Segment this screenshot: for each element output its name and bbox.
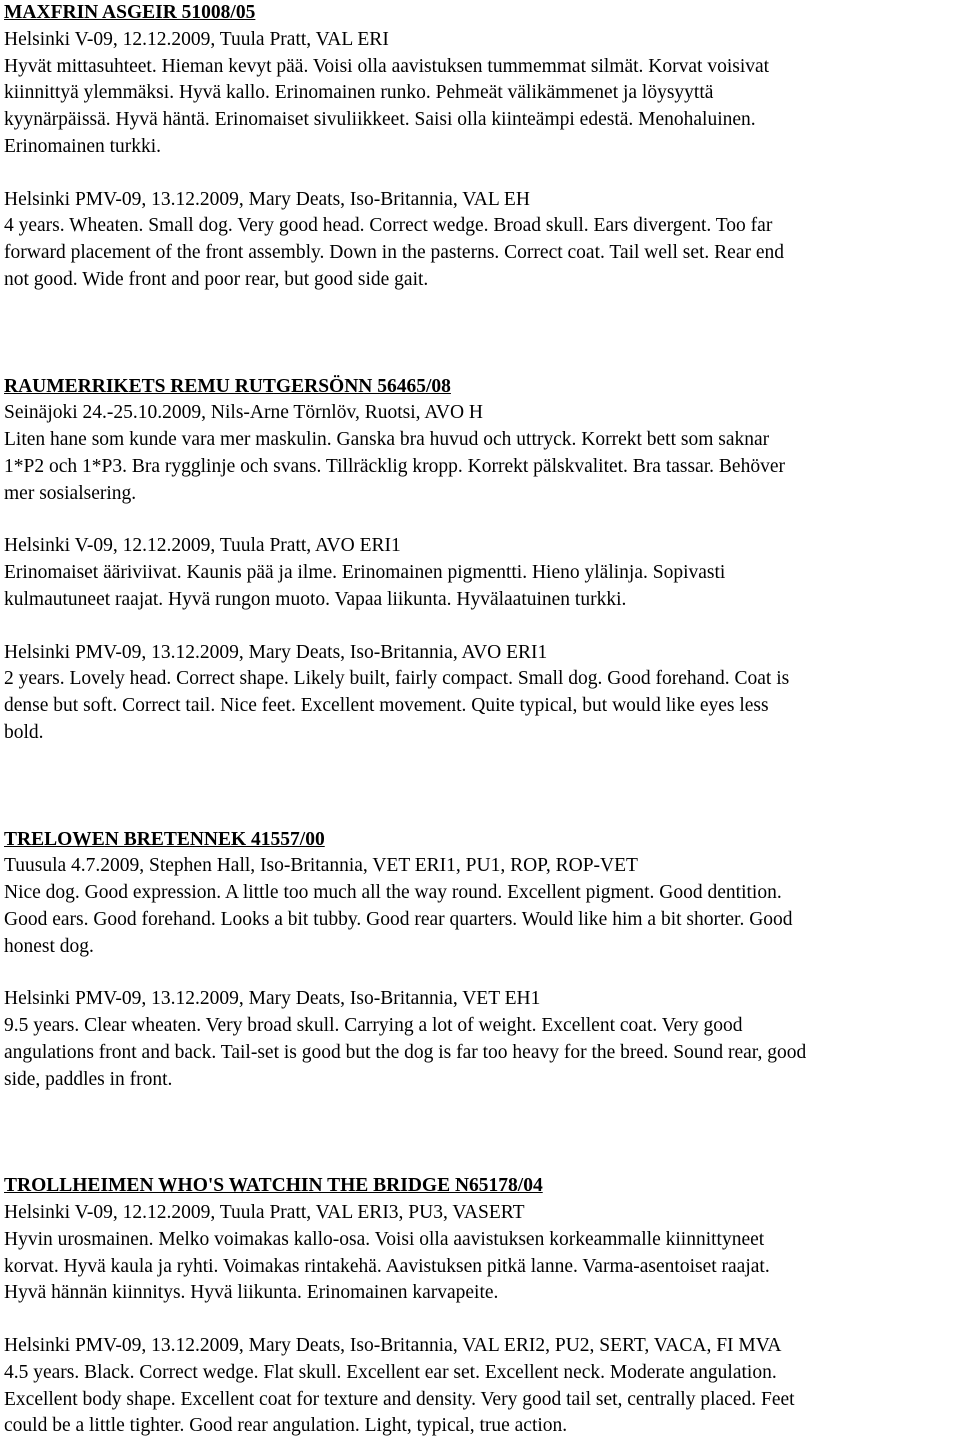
critique-line: Erinomaiset ääriviivat. Kaunis pää ja ilme. Erinomainen pigmentti. Hieno ylälinja. Sopivasti <box>4 562 726 583</box>
show-info: Helsinki V-09, 12.12.2009, Tuula Pratt, VAL ERI <box>4 28 389 50</box>
spacer <box>4 614 958 640</box>
critique-line: bold. <box>4 721 44 743</box>
critique <box>4 986 958 1093</box>
spacer <box>4 960 958 986</box>
critique-line: kyynärpäissä. Hyvä häntä. Erinomaiset sivuliikkeet. Saisi olla kiinteämpi edestä. Menohaluinen. <box>4 109 756 130</box>
spacer <box>4 1093 958 1173</box>
show-info: Helsinki PMV-09, 13.12.2009, Mary Deats, Iso-Britannia, VAL EH <box>4 188 530 210</box>
critique <box>4 1200 958 1307</box>
dog-entry <box>4 827 958 1094</box>
critique-line: Liten hane som kunde vara mer maskulin. Ganska bra huvud och uttryck. Korrekt bett som saknar <box>4 429 770 450</box>
critique-line: dense but soft. Correct tail. Nice feet. Excellent movement. Quite typical, but would like eyes less <box>4 695 769 716</box>
critique-line: kulmautuneet raajat. Hyvä rungon muoto. Vapaa liikunta. Hyvälaatuinen turkki. <box>4 588 627 610</box>
critique <box>4 640 958 747</box>
critique-line: 2 years. Lovely head. Correct shape. Likely built, fairly compact. Small dog. Good forehand. Coat is <box>4 668 790 690</box>
critique <box>4 400 958 507</box>
critique <box>4 533 958 613</box>
critique-line: 9.5 years. Clear wheaten. Very broad skull. Carrying a lot of weight. Excellent coat. Very good <box>4 1015 743 1036</box>
critique <box>4 187 958 294</box>
show-info: Helsinki PMV-09, 13.12.2009, Mary Deats, Iso-Britannia, VET EH1 <box>4 988 541 1010</box>
spacer <box>4 1307 958 1333</box>
critique <box>4 27 958 161</box>
dog-title: TROLLHEIMEN WHO'S WATCHIN THE BRIDGE N65178/04 <box>4 1175 543 1197</box>
critique-line: not good. Wide front and poor rear, but good side gait. <box>4 268 429 290</box>
critique-line: 4.5 years. Black. Correct wedge. Flat skull. Excellent ear set. Excellent neck. Moderate angulation. <box>4 1361 777 1383</box>
dog-title: RAUMERRIKETS REMU RUTGERSÖNN 56465/08 <box>4 375 451 397</box>
critique-line: Excellent body shape. Excellent coat for texture and density. Very good tail set, centrally placed. Feet <box>4 1388 795 1410</box>
spacer <box>4 161 958 187</box>
critique-line: korvat. Hyvä kaula ja ryhti. Voimakas rintakehä. Aavistuksen pitkä lanne. Varma-asentoiset raajat. <box>4 1255 770 1277</box>
critique <box>4 1333 958 1440</box>
dog-title: MAXFRIN ASGEIR 51008/05 <box>4 2 256 23</box>
dog-entry <box>4 374 958 747</box>
critique-line: side, paddles in front. <box>4 1068 173 1090</box>
show-info: Seinäjoki 24.-25.10.2009, Nils-Arne Törnlöv, Ruotsi, AVO H <box>4 402 484 424</box>
critique-line: mer sosialsering. <box>4 482 137 504</box>
critique-line: forward placement of the front assembly. Down in the pasterns. Correct coat. Tail well set. Rear end <box>4 242 785 263</box>
critique-line: Hyvä hännän kiinnitys. Hyvä liikunta. Erinomainen karvapeite. <box>4 1282 499 1304</box>
spacer <box>4 507 958 533</box>
spacer <box>4 747 958 827</box>
dog-entry <box>4 1173 958 1440</box>
critique-line: Erinomainen turkki. <box>4 135 162 157</box>
critique-line: angulations front and back. Tail-set is good but the dog is far too heavy for the breed. Sound rear, good <box>4 1041 807 1063</box>
critique-line: Good ears. Good forehand. Looks a bit tubby. Good rear quarters. Would like him a bit shorter. Good <box>4 908 793 930</box>
show-info: Helsinki V-09, 12.12.2009, Tuula Pratt, AVO ERI1 <box>4 535 401 557</box>
critique-line: Nice dog. Good expression. A little too much all the way round. Excellent pigment. Good dentition. <box>4 882 782 903</box>
dog-entry <box>4 0 958 294</box>
show-info: Helsinki PMV-09, 13.12.2009, Mary Deats, Iso-Britannia, AVO ERI1 <box>4 641 548 663</box>
show-info: Helsinki V-09, 12.12.2009, Tuula Pratt, VAL ERI3, PU3, VASERT <box>4 1202 525 1223</box>
critique-line: 1*P2 och 1*P3. Bra rygglinje och svans. Tillräcklig kropp. Korrekt pälskvalitet. Bra tassar. Behöver <box>4 455 785 477</box>
critique-line: Hyvät mittasuhteet. Hieman kevyt pää. Voisi olla aavistuksen tummemmat silmät. Korvat voisivat <box>4 55 770 77</box>
document-page <box>4 0 958 1440</box>
show-info: Tuusula 4.7.2009, Stephen Hall, Iso-Britannia, VET ERI1, PU1, ROP, ROP-VET <box>4 855 638 877</box>
spacer <box>4 294 958 374</box>
critique-line: honest dog. <box>4 935 94 957</box>
critique-line: kiinnittyä ylemmäksi. Hyvä kallo. Erinomainen runko. Pehmeät välikämmenet ja löysyyttä <box>4 82 714 104</box>
critique-line: Hyvin urosmainen. Melko voimakas kallo-osa. Voisi olla aavistuksen korkeammalle kiinnittyneet <box>4 1228 765 1250</box>
critique-line: 4 years. Wheaten. Small dog. Very good head. Correct wedge. Broad skull. Ears divergent. Too far <box>4 215 773 237</box>
dog-title: TRELOWEN BRETENNEK 41557/00 <box>4 828 325 850</box>
critique-line: could be a little tighter. Good rear angulation. Light, typical, true action. <box>4 1415 568 1437</box>
show-info: Helsinki PMV-09, 13.12.2009, Mary Deats, Iso-Britannia, VAL ERI2, PU2, SERT, VACA, FI MVA <box>4 1335 782 1356</box>
critique <box>4 853 958 960</box>
